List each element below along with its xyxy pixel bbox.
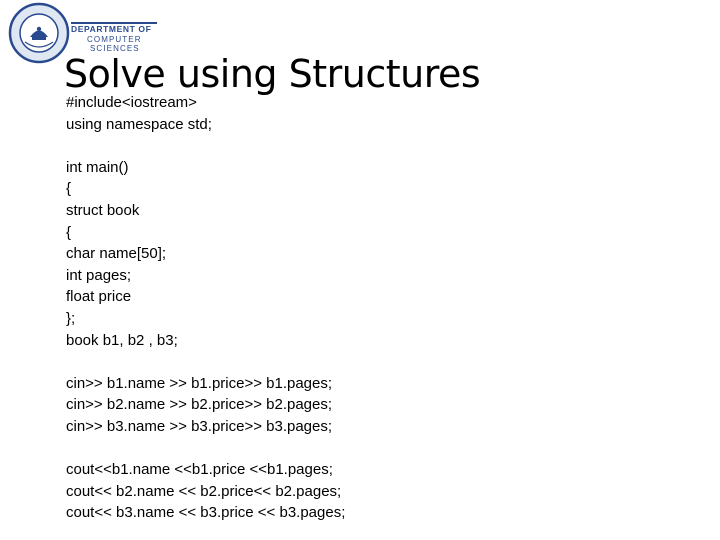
code-line: float price: [66, 288, 132, 306]
code-line: int pages;: [66, 266, 132, 284]
university-seal-icon: [8, 2, 70, 64]
code-line: struct book: [66, 201, 140, 219]
department-line: SCIENCES: [90, 44, 140, 53]
code-line: [66, 438, 345, 460]
slide-title: Solve using Structures: [64, 52, 481, 96]
code-line: [66, 135, 345, 157]
department-name: [71, 22, 157, 54]
code-block: [66, 92, 345, 524]
department-line: DEPARTMENT OF: [71, 24, 152, 34]
code-line: cout<< b2.name << b2.price<< b2.pages;: [66, 482, 342, 500]
code-line: cin>> b2.name >> b2.price>> b2.pages;: [66, 396, 333, 414]
code-line: {: [66, 180, 72, 198]
code-line: cin>> b1.name >> b1.price>> b1.pages;: [66, 374, 333, 392]
code-line: using namespace std;: [66, 115, 212, 133]
code-line: #include<iostream>: [66, 94, 197, 111]
code-line: [66, 351, 345, 373]
code-line: cout<<b1.name <<b1.price <<b1.pages;: [66, 461, 333, 479]
code-line: };: [66, 309, 76, 327]
code-line: {: [66, 223, 72, 241]
code-line: char name[50];: [66, 245, 167, 263]
code-line: book b1, b2 , b3;: [66, 331, 178, 349]
code-line: int main(): [66, 158, 129, 176]
code-line: cout<< b3.name << b3.price << b3.pages;: [66, 504, 346, 522]
code-line: cin>> b3.name >> b3.price>> b3.pages;: [66, 417, 333, 435]
department-line: COMPUTER: [87, 34, 142, 44]
